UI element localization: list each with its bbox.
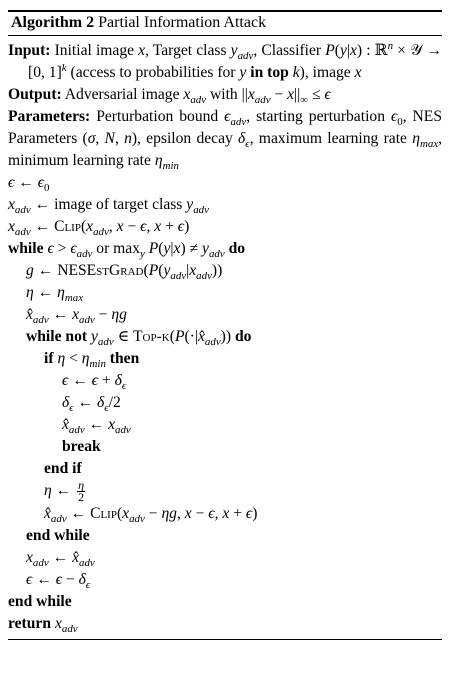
output-text: Adversarial image $x_{adv}$ with $||x_{adv} - x||_\infty \le \epsilon$	[64, 86, 331, 107]
output-line	[8, 84, 442, 106]
step-8: while not $y_{adv}$ ∈ Top-$k(P(\cdot|x̂_{adv}))$ do	[26, 328, 252, 349]
step-21: return $x_{adv}$	[8, 615, 78, 636]
step-12: $x̂_{adv}$ ← $x_{adv}$	[62, 416, 131, 437]
step-14: end if	[44, 460, 82, 477]
step-7: $x̂_{adv}$ ← $x_{adv} - \eta g$	[26, 306, 127, 327]
step-16: $x̂_{adv}$ ← $Clip(x_{adv} - \eta g$, x − ϵ, x + ϵ)	[44, 505, 258, 526]
step-20: end while	[8, 593, 72, 610]
caption-title: Partial Information Attack	[98, 14, 267, 31]
parameters-text: Perturbation bound $\epsilon_{adv}$, starting perturbation $\epsilon_0$, NES Parameters (σ, N, n), epsilon decay $\delta_\epsilon$, maximum learning rate $\eta_{max}$, minimum learning rate $\eta_{min}$	[8, 108, 443, 173]
step-1: ϵ ← $\epsilon_0$	[8, 174, 50, 195]
algorithm-body	[8, 36, 442, 639]
step-17: end while	[26, 527, 90, 544]
input-text: Initial image x, Target class $y_{adv}$, Classifier P(y|x) : ℝ$^n$ × 𝒴 → [0, 1]$^k$ (access to probabilities for y in top k), image x	[28, 39, 442, 81]
eta-half-fraction: $\frac{\eta}{2}$	[78, 478, 85, 504]
algorithm-caption	[8, 12, 442, 35]
step-13: break	[62, 438, 101, 455]
step-9: if $\eta < \eta_{min}$ then	[44, 350, 140, 371]
step-18: $x_{adv}$ ← $x̂_{adv}$	[26, 549, 95, 570]
step-19: ϵ ← $\epsilon - \delta_\epsilon$	[26, 571, 91, 592]
parameters-line	[8, 106, 442, 172]
step-3: $x_{adv}$ ← $Clip(x_{adv}$, x − ϵ, x + ϵ)	[8, 218, 190, 239]
step-10: ϵ ← $\epsilon + \delta_\epsilon$	[62, 372, 127, 393]
input-line	[8, 40, 442, 84]
parameters-keyword: Parameters:	[8, 108, 91, 125]
step-15: η ← $\frac{\eta}{2}$	[44, 478, 85, 504]
input-keyword: Input:	[8, 42, 51, 59]
step-11: $\delta_\epsilon$ ← $\delta_\epsilon/2$	[62, 394, 121, 415]
step-5: g ← $NESEstGrad(P(y_{adv}|x_{adv}))$	[26, 262, 223, 283]
caption-label: Algorithm 2	[11, 14, 95, 31]
step-2: $x_{adv}$ ← image of target class $y_{adv}$	[8, 196, 209, 217]
step-4: while $\epsilon > \epsilon_{adv}$ or $\max_y P(y|x) \ne y_{adv}$ do	[8, 240, 246, 261]
output-keyword: Output:	[8, 86, 62, 103]
algorithm-block	[8, 10, 442, 640]
step-6: η ← $\eta_{max}$	[26, 284, 84, 305]
bottom-rule	[8, 639, 442, 640]
